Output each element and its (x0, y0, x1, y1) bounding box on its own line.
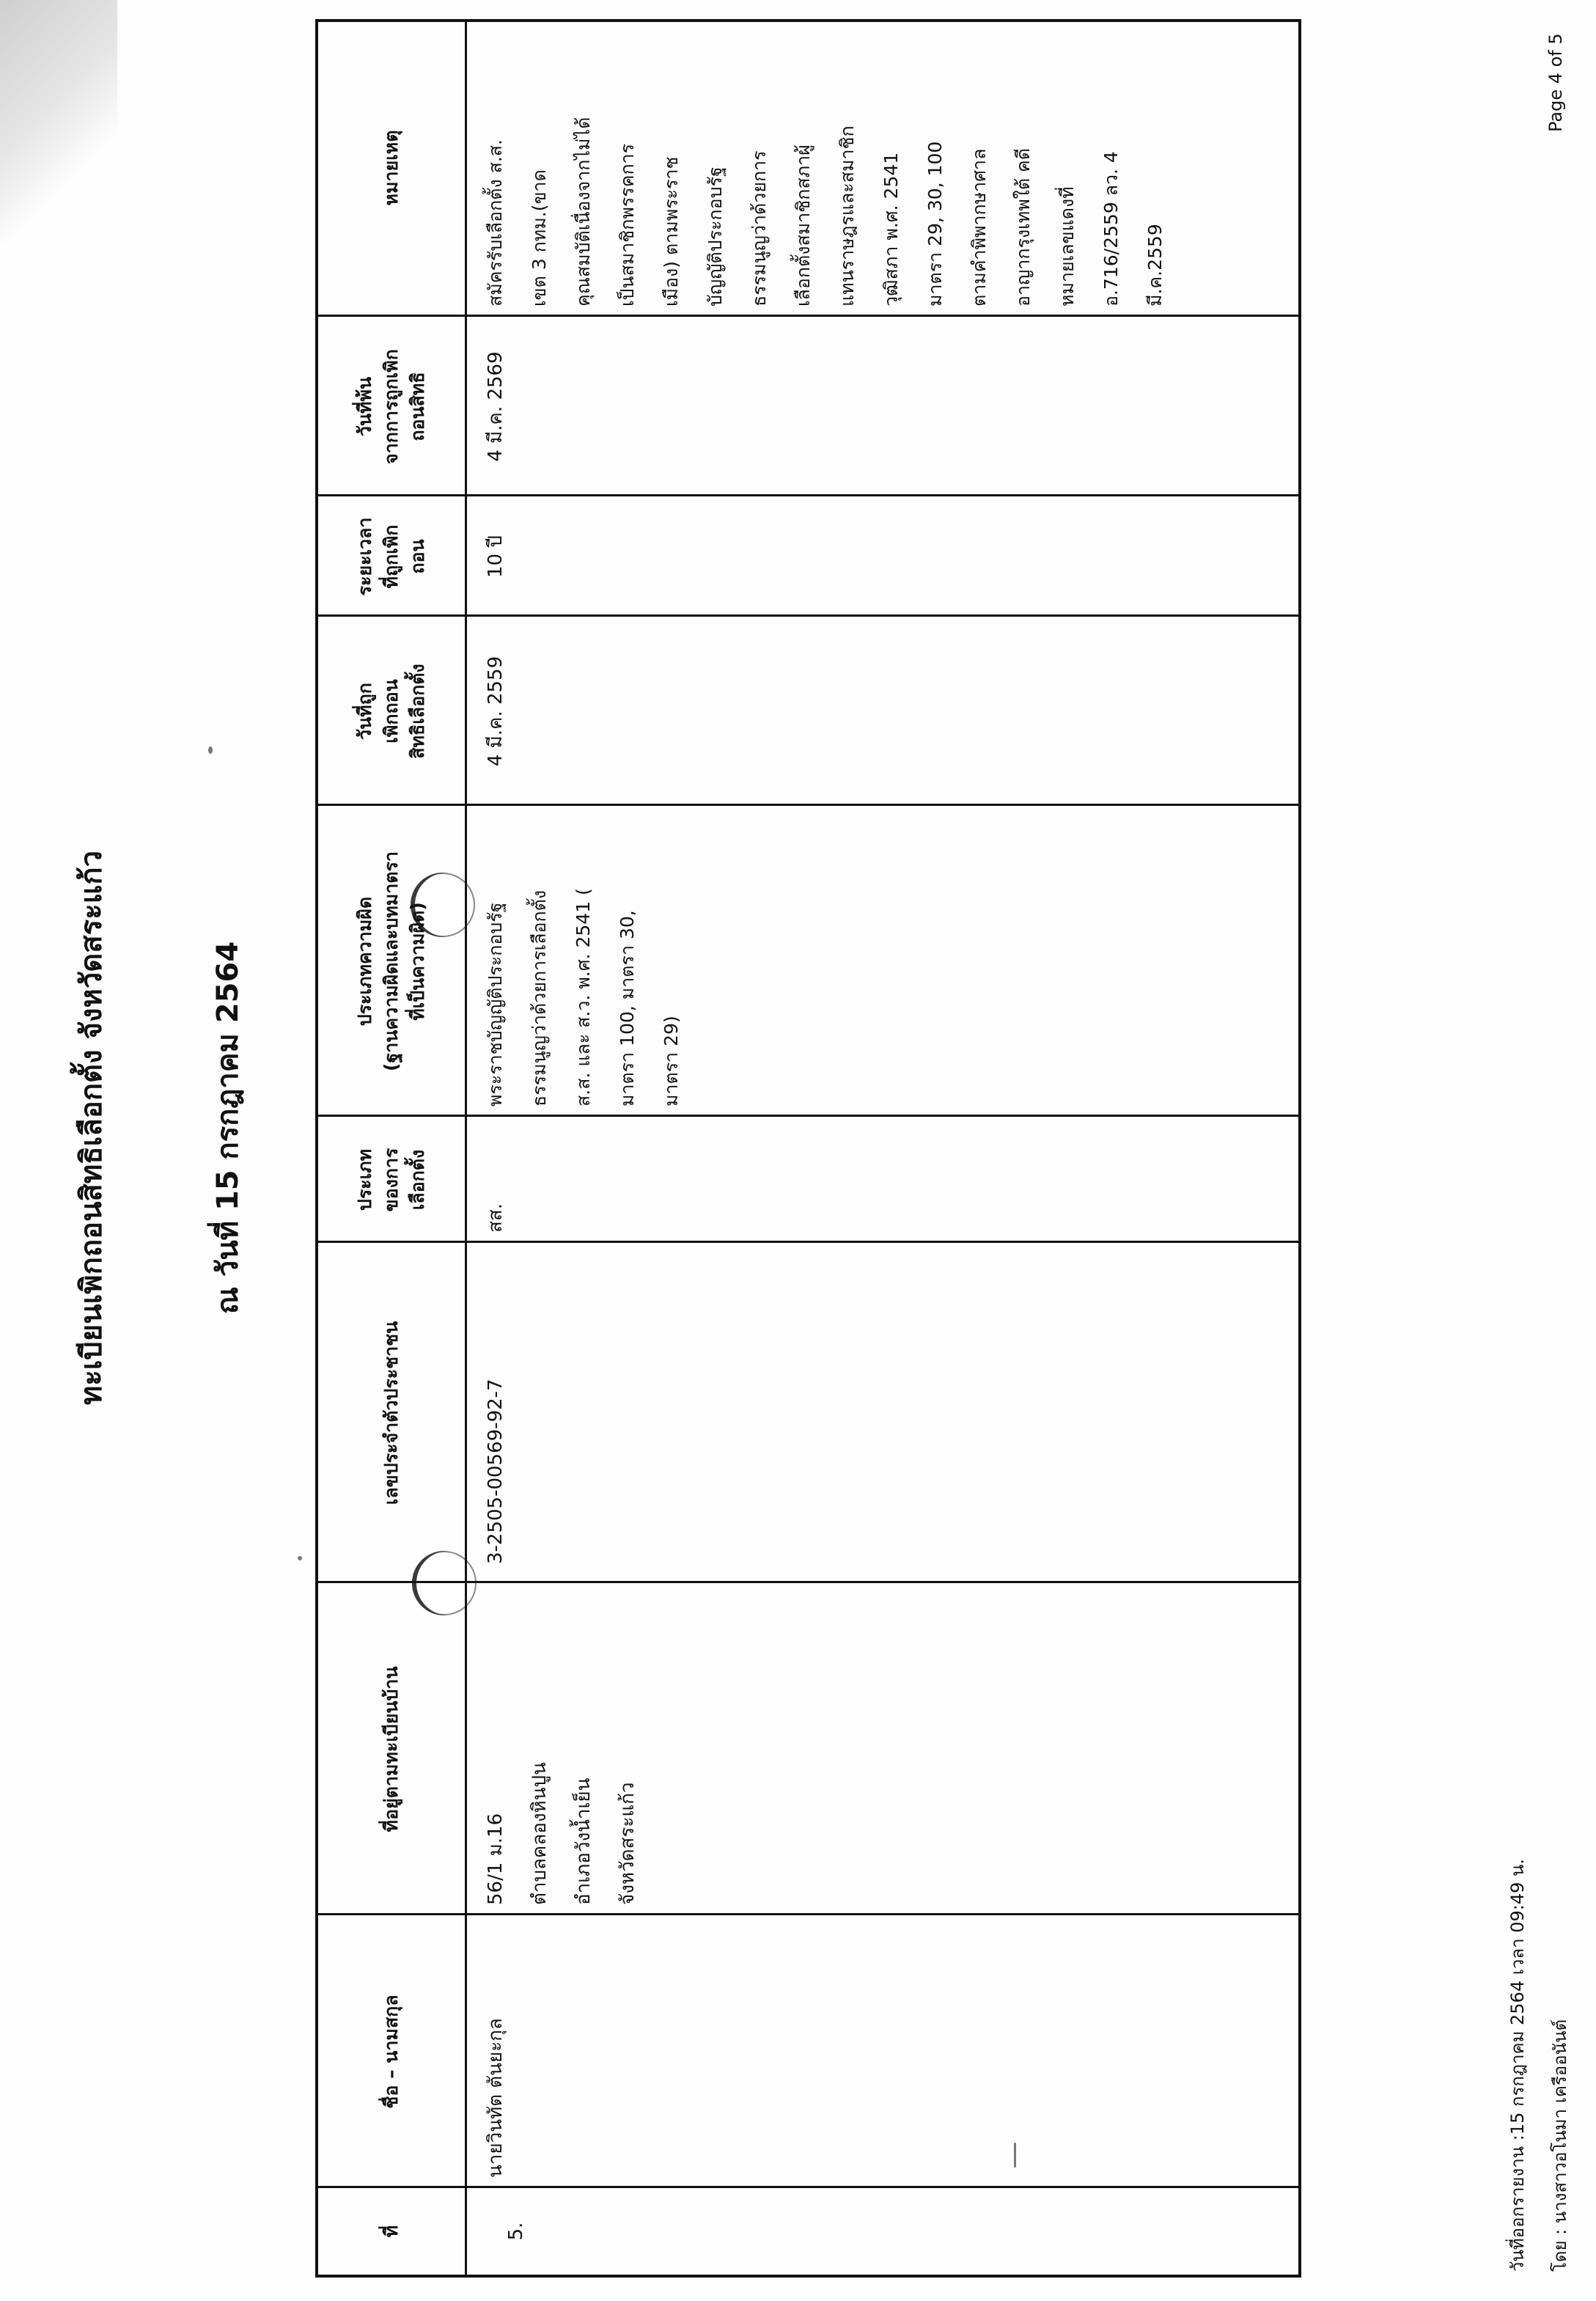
page-number: Page 4 of 5 (1545, 33, 1566, 132)
report-date: วันที่ออกรายงาน :15 กรกฎาคม 2564 เวลา 09:49 น. (1507, 1858, 1528, 2272)
header-id: เลขประจำตัวประชาชน (380, 1321, 402, 1505)
row-end-date: 4 มี.ค. 2569 (485, 351, 507, 462)
row-offense: พระราชบัญญัติประกอบรัฐ ธรรมนูญว่าด้วยการเลือกตั้ง ส.ส. และ ส.ว. พ.ศ. 2541 ( มาตรา 100, มาตรา 30, มาตรา 29) (485, 888, 682, 1107)
header-revoked-date: วันที่ถูก เพิกถอน สิทธิเลือกตั้ง (353, 664, 429, 759)
document-subtitle: ณ วันที่ 15 กรกฎาคม 2564 (211, 941, 245, 1315)
row-election-type: สส. (485, 1203, 507, 1233)
document-title: ทะเบียนเพิกถอนสิทธิเลือกตั้ง จังหวัดสระแก้ว (75, 850, 109, 1406)
header-election-type: ประเภท ของการ เลือกตั้ง (353, 1148, 429, 1212)
header-duration: ระยะเวลา ที่ถูกเพิก ถอน (353, 517, 429, 596)
report-author: โดย : นางสาวอโนมา เครืออนันต์ (1550, 2019, 1570, 2272)
header-end-date: วันที่พ้น จากการถูกเพิก ถอนสิทธิ (353, 349, 429, 464)
row-duration: 10 ปี (485, 535, 507, 578)
header-offense: ประเภทความผิด (ฐานความผิดและบทมาตรา ที่เป็นความผิด) (353, 851, 429, 1071)
row-address: 56/1 ม.16 ตำบลคลองหินปูน อำเภอวังน้ำเย็น จังหวัดสระแก้ว (485, 1762, 639, 1905)
row-remarks: สมัครรับเลือกตั้ง ส.ส. เขต 3 กทม.(ขาด คุณสมบัติเนื่องจากไม่ได้ เป็นสมาชิกพรรคการ เมือง) ตามพระราช บัญญัติประกอบรัฐ ธรรมนูญว่าด้วยการ เลือกตั้งสมาชิกสภาผู้ แทนราษฎรและสมาชิก วุฒิสภา พ.ศ. 2541 มาตรา 29, 30, 100 ตามคำพิพากษาศาล อาญากรุงเทพใต้ คดี หมายเลขแดงที่ อ.716/2559 ลว. 4 มี.ค.2559 (485, 117, 1166, 307)
row-name: นายวินทัต ตันยะกุล (485, 2018, 507, 2178)
row-revoked-date: 4 มี.ค. 2559 (485, 656, 507, 767)
header-remarks: หมายเหตุ (380, 130, 402, 206)
header-address: ที่อยู่ตามทะเบียนบ้าน (380, 1666, 402, 1832)
header-name: ชื่อ – นามสกุล (380, 1994, 402, 2109)
row-id: 3-2505-00569-92-7 (485, 1379, 507, 1564)
header-no: ที่ (380, 2225, 402, 2238)
revocation-table (315, 19, 1301, 2278)
row-no: 5. (505, 2222, 527, 2241)
